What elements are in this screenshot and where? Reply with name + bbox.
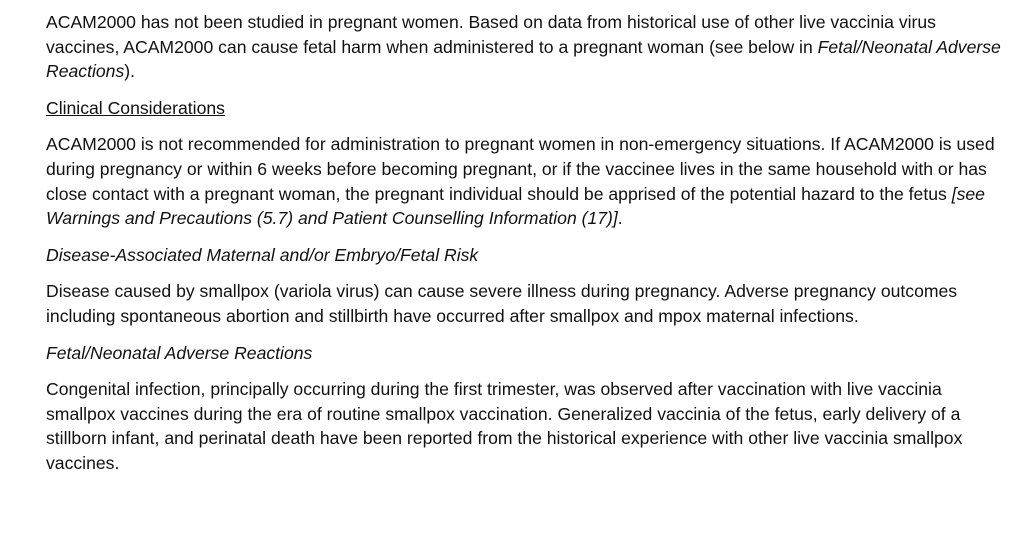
- heading-disease-associated-risk: Disease-Associated Maternal and/or Embryo/Fetal Risk: [46, 244, 479, 265]
- inline-cross-reference: [see Warnings and Precautions (5.7) and Patient Counselling Information (17)]: [46, 183, 985, 229]
- paragraph-text: ACAM2000 is not recommended for administration to pregnant women in non-emergency situations. If ACAM2000 is used during pregnancy or within 6 weeks before becoming pregnant, or if the vaccinee lives in the same household with or has close contact with a pregnant woman, the pregnant individual should be apprised of the potential hazard to the fetus: [46, 134, 995, 204]
- paragraph-pregnancy-risk-summary: [46, 10, 1006, 84]
- paragraph-fetal-neonatal-adverse-reactions: Congenital infection, principally occurring during the first trimester, was observed after vaccination with live vaccinia smallpox vaccines during the era of routine smallpox vaccination. Generalized vaccinia of the fetus, early delivery of a stillborn infant, and perinatal death have been reported from the historical experience with other live vaccinia smallpox vaccines.: [46, 379, 963, 473]
- paragraph-end: .: [617, 208, 623, 229]
- paragraph-disease-associated-risk: Disease caused by smallpox (variola virus) can cause severe illness during pregnancy. Adverse pregnancy outcomes including spontaneous abortion and stillbirth have occurred after smallpox and mpox maternal infections.: [46, 281, 958, 326]
- paragraph-clinical-considerations: [46, 132, 1006, 230]
- paragraph-text: ACAM2000 has not been studied in pregnant women. Based on data from historical use of other live vaccinia virus vaccines, ACAM2000 can cause fetal harm when administered to a pregnant woman (see below in: [46, 12, 936, 57]
- heading-fetal-neonatal-adverse-reactions: Fetal/Neonatal Adverse Reactions: [46, 342, 313, 363]
- heading-clinical-considerations: Clinical Considerations: [46, 97, 225, 118]
- inline-reference-fetal-neonatal: Fetal/Neonatal Adverse Reactions: [46, 36, 1001, 82]
- paragraph-end: ).: [124, 61, 135, 82]
- document-page: [46, 10, 1006, 488]
